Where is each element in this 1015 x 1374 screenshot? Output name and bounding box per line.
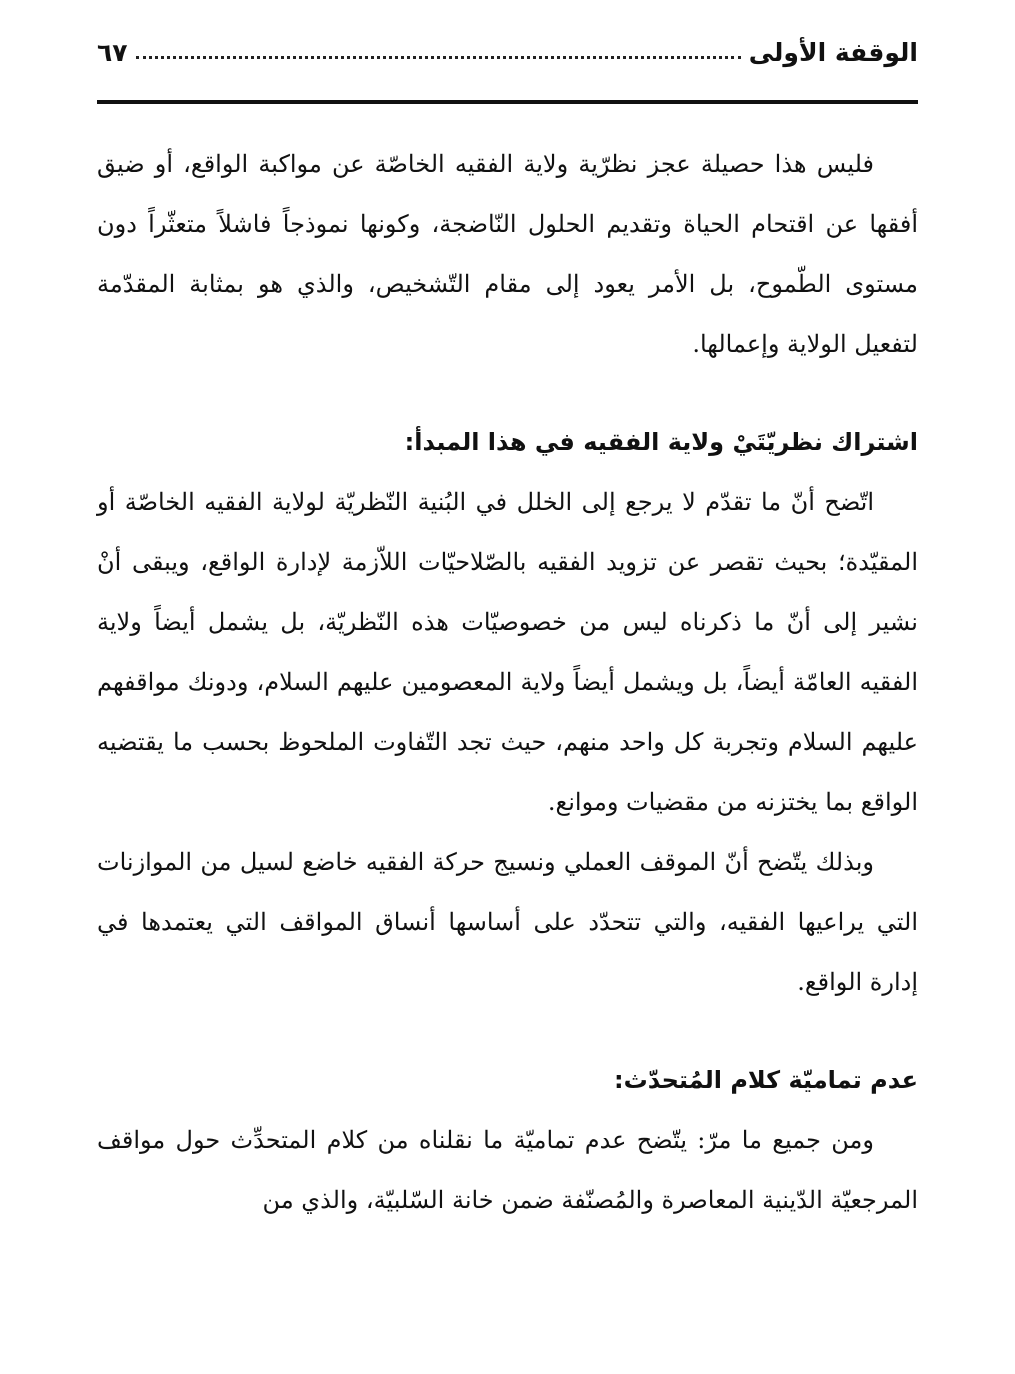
dot-leader <box>136 56 741 59</box>
header-rule <box>97 100 918 104</box>
paragraph-4: ومن جميع ما مرّ: يتّضح عدم تماميّة ما نقلناه من كلام المتحدِّث حول مواقف المرجعيّة الدّينية المعاصرة والمُصنّفة ضمن خانة السّلبيّة، والذي من <box>97 1126 918 1214</box>
paragraph-3: وبذلك يتّضح أنّ الموقف العملي ونسيج حركة الفقيه خاضع لسيل من الموازنات التي يراعيها الفقيه، والتي تتحدّد على أساسها أنساق المواقف التي يعتمدها في إدارة الواقع. <box>97 848 918 996</box>
section-heading-2: عدم تماميّة كلام المُتحدّث: <box>613 1066 918 1094</box>
running-header <box>97 30 918 74</box>
page-number: ٦٧ <box>97 37 128 67</box>
paragraph-1: فليس هذا حصيلة عجز نظرّية ولاية الفقيه الخاصّة عن مواكبة الواقع، أو ضيق أفقها عن اقتحام الحياة وتقديم الحلول النّاضجة، وكونها نموذجاً فاشلاً متعثّراً دون مستوى الطّموح، بل الأمر يعود إلى مقام التّشخيص، والذي هو بمثابة المقدّمة لتفعيل الولاية وإعمالها. <box>97 150 918 358</box>
chapter-title: الوقفة الأولى <box>748 37 918 67</box>
page-body <box>97 134 918 1230</box>
paragraph-2: اتّضح أنّ ما تقدّم لا يرجع إلى الخلل في البُنية النّظريّة لولاية الفقيه الخاصّة أو المقيّدة؛ بحيث تقصر عن تزويد الفقيه بالصّلاحيّات اللاّزمة لإدارة الواقع، ويبقى أنْ نشير إلى أنّ ما ذكرناه ليس من خصوصيّات هذه النّظريّة، بل يشمل أيضاً ولاية الفقيه العامّة أيضاً، بل ويشمل أيضاً ولاية المعصومين عليهم السلام، ودونك مواقفهم عليهم السلام وتجربة كل واحد منهم، حيث تجد التّفاوت الملحوظ بحسب ما يقتضيه الواقع بما يختزنه من مقضيات وموانع. <box>97 488 918 816</box>
section-heading-1: اشتراك نظريّتَيْ ولاية الفقيه في هذا المبدأ: <box>404 428 918 456</box>
